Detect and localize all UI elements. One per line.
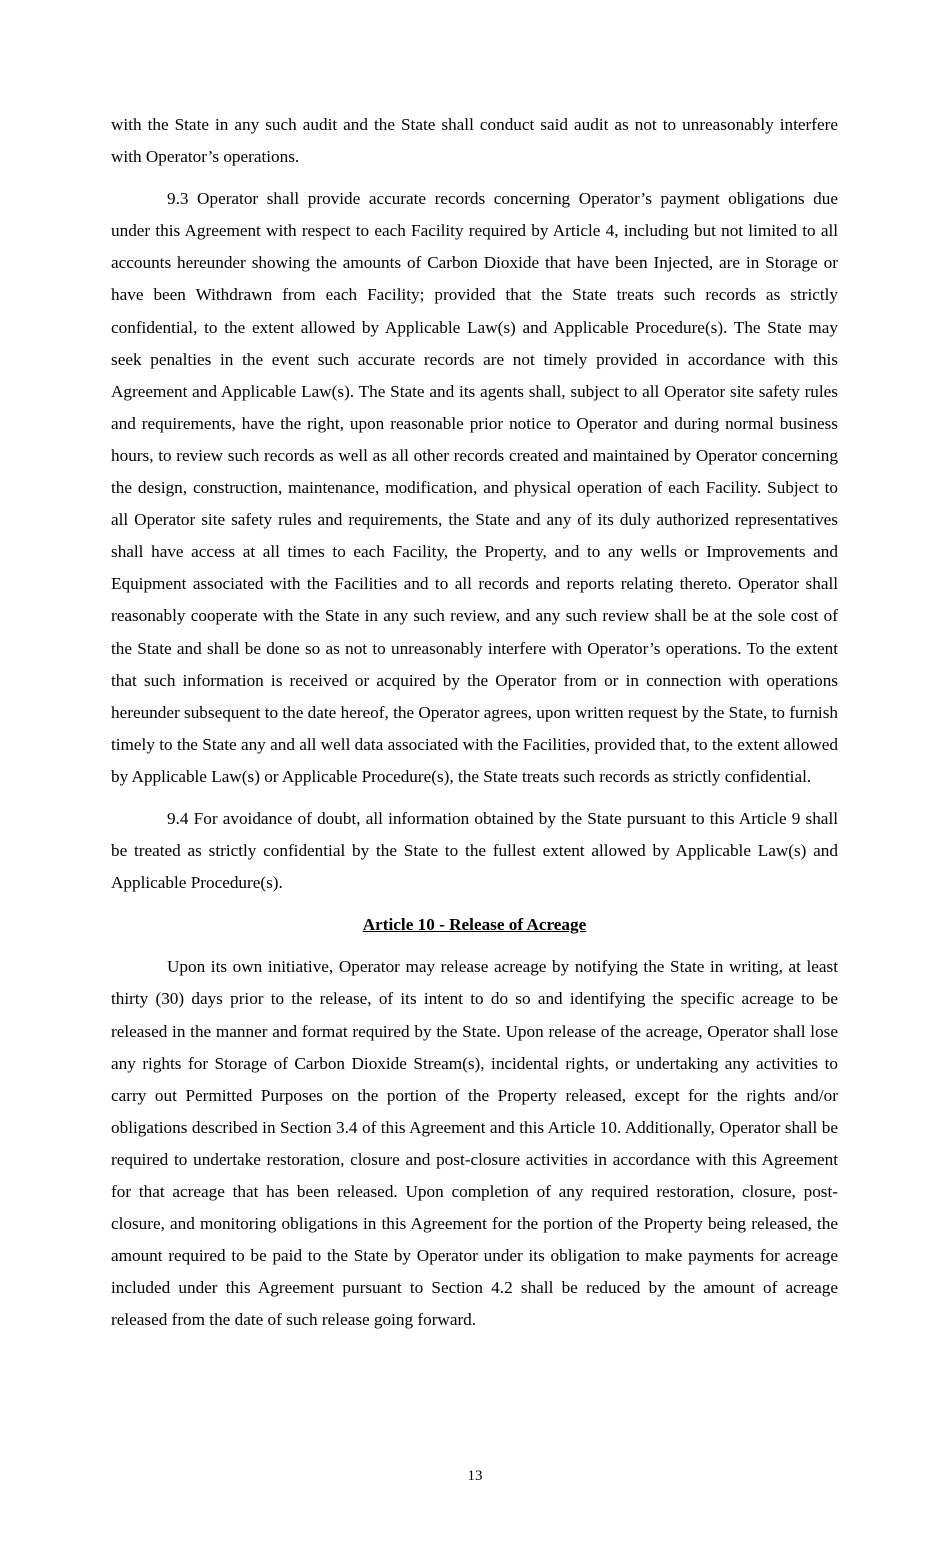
continuation-paragraph: with the State in any such audit and the State shall conduct said audit as not to unreasonably interfere with Operator’s operations.	[111, 115, 838, 167]
article-10-body-paragraph: Upon its own initiative, Operator may release acreage by notifying the State in writing, at least thirty (30) days prior to the release, of its intent to do so and identifying the specific acreage to be released in the manner and format required by the State. Upon release of the acreage, Operator shall lose any rights for Storage of Carbon Dioxide Stream(s), incidental rights, or undertaking any activities to carry out Permitted Purposes on the portion of the Property released, except for the rights and/or obligations described in Section 3.4 of this Agreement and this Article 10. Additionally, Operator shall be required to undertake restoration, closure and post-closure activities in accordance with this Agreement for that acreage that has been released. Upon completion of any required restoration, closure, post-closure, and monitoring obligations in this Agreement for the portion of the Property being released, the amount required to be paid to the State by Operator under its obligation to make payments for acreage included under this Agreement pursuant to Section 4.2 shall be reduced by the amount of acreage released from the date of such release going forward.	[111, 957, 838, 1330]
article-10-heading: Article 10 - Release of Acreage	[362, 915, 587, 935]
section-9-3-paragraph: 9.3 Operator shall provide accurate records concerning Operator’s payment obligations due under this Agreement with respect to each Facility required by Article 4, including but not limited to all accounts hereunder showing the amounts of Carbon Dioxide that have been Injected, are in Storage or have been Withdrawn from each Facility; provided that the State treats such records as strictly confidential, to the extent allowed by Applicable Law(s) and Applicable Procedure(s). The State may seek penalties in the event such accurate records are not timely provided in accordance with this Agreement and Applicable Law(s). The State and its agents shall, subject to all Operator site safety rules and requirements, have the right, upon reasonable prior notice to Operator and during normal business hours, to review such records as well as all other records created and maintained by Operator concerning the design, construction, maintenance, modification, and physical operation of each Facility. Subject to all Operator site safety rules and requirements, the State and any of its duly authorized representatives shall have access at all times to each Facility, the Property, and to any wells or Improvements and Equipment associated with the Facilities and to all records and reports relating thereto. Operator shall reasonably cooperate with the State in any such review, and any such review shall be at the sole cost of the State and shall be done so as not to unreasonably interfere with Operator’s operations. To the extent that such information is received or acquired by the Operator from or in connection with operations hereunder subsequent to the date hereof, the Operator agrees, upon written request by the State, to furnish timely to the State any and all well data associated with the Facilities, provided that, to the extent allowed by Applicable Law(s) or Applicable Procedure(s), the State treats such records as strictly confidential.	[111, 189, 838, 786]
section-9-4-paragraph: 9.4 For avoidance of doubt, all information obtained by the State pursuant to this Article 9 shall be treated as strictly confidential by the State to the fullest extent allowed by Applicable Law(s) and Applicable Procedure(s).	[111, 808, 838, 893]
page-number: 13	[467, 1468, 483, 1484]
document-page	[111, 109, 838, 1336]
